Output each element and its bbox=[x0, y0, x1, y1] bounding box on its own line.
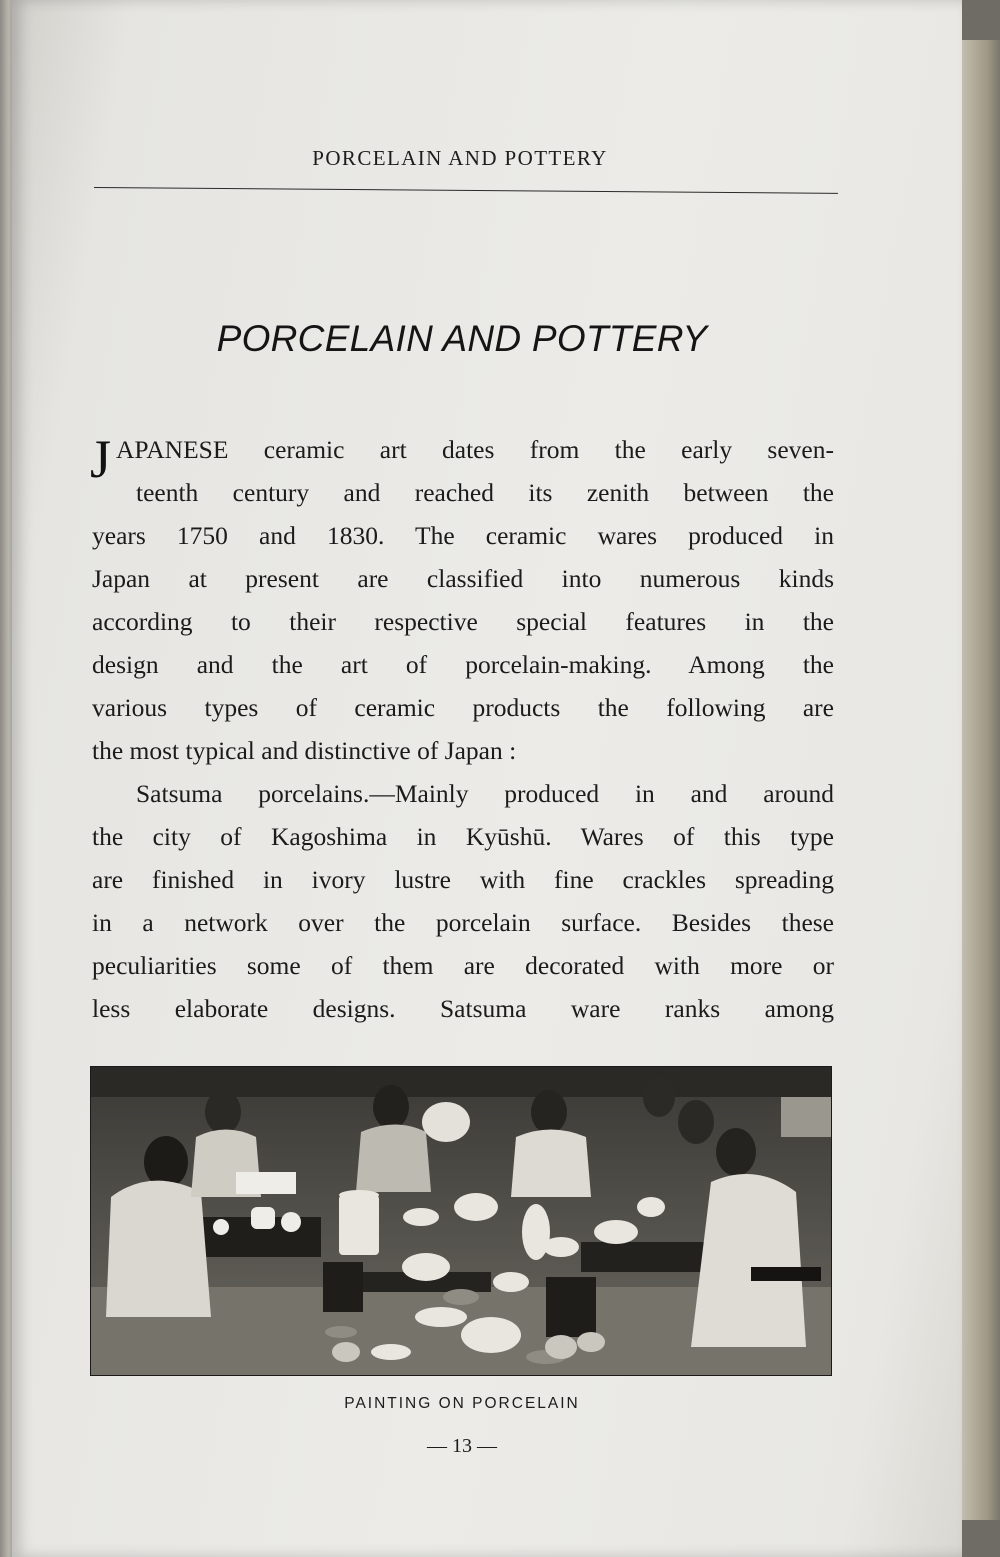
body-text bbox=[92, 428, 834, 1030]
drop-cap: J bbox=[90, 429, 112, 489]
page-number: — 13 — bbox=[427, 1435, 497, 1457]
paragraph-1 bbox=[92, 428, 834, 772]
text-line: years 1750 and 1830. The ceramic wares produced in bbox=[92, 521, 834, 550]
text-line: APANESE ceramic art dates from the early seven- bbox=[116, 435, 834, 464]
text-line: Japan at present are classified into numerous kinds bbox=[92, 564, 834, 593]
text-line: design and the art of porcelain-making. Among the bbox=[92, 650, 834, 679]
book-fore-edge bbox=[958, 40, 1000, 1520]
text-line: according to their respective special features in the bbox=[92, 607, 834, 636]
photo-illustration bbox=[91, 1067, 831, 1375]
running-head: PORCELAIN AND POTTERY bbox=[312, 146, 608, 170]
photo-caption: PAINTING ON PORCELAIN bbox=[344, 1395, 580, 1412]
photograph-painting-on-porcelain bbox=[90, 1066, 832, 1376]
text-line: are finished in ivory lustre with fine crackles spreading bbox=[92, 865, 834, 894]
header-rule bbox=[94, 187, 838, 194]
text-line: less elaborate designs. Satsuma ware ranks among bbox=[92, 994, 834, 1023]
text-line: peculiarities some of them are decorated with more or bbox=[92, 951, 834, 980]
text-line: various types of ceramic products the following are bbox=[92, 693, 834, 722]
text-line: in a network over the porcelain surface. Besides these bbox=[92, 908, 834, 937]
paragraph-2 bbox=[92, 772, 834, 1030]
text-line: the city of Kagoshima in Kyūshū. Wares of this type bbox=[92, 822, 834, 851]
text-line: the most typical and distinctive of Japan : bbox=[92, 736, 517, 765]
chapter-title: PORCELAIN AND POTTERY bbox=[216, 318, 708, 359]
text-line: teenth century and reached its zenith between the bbox=[136, 478, 834, 507]
book-page bbox=[12, 0, 962, 1557]
text-line: Satsuma porcelains.—Mainly produced in and around bbox=[136, 779, 834, 808]
